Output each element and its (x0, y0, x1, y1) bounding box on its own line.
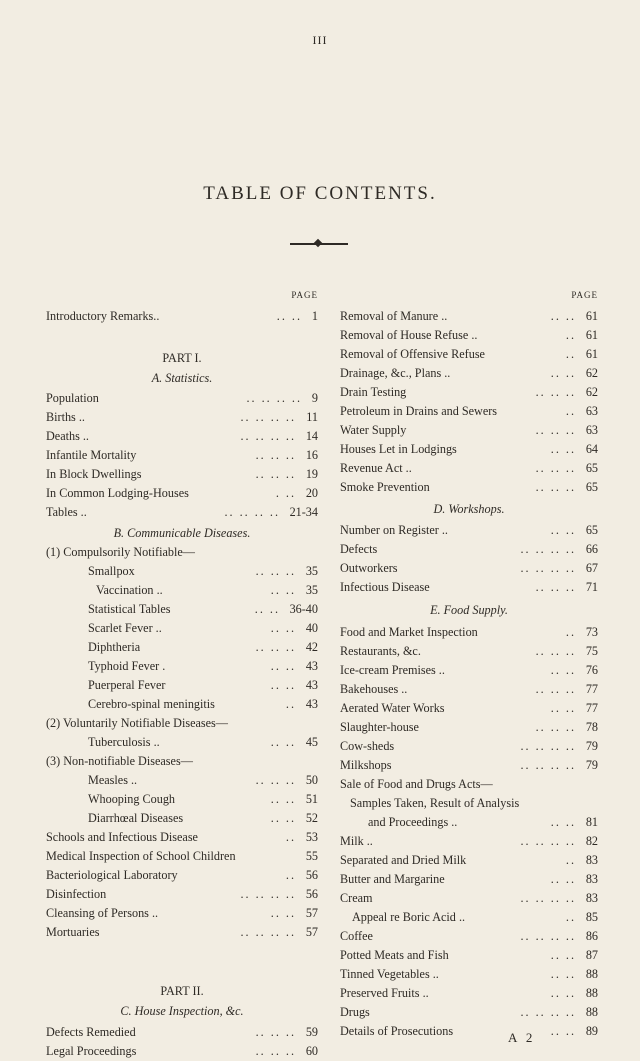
section-heading: E. Food Supply. (430, 603, 508, 617)
toc-entry-leader-dots: .. .. (270, 792, 296, 806)
toc-entry-label: Legal Proceedings (46, 1044, 137, 1058)
toc-entry-page: 42 (305, 640, 318, 654)
toc-entry-label: Diphtheria (88, 640, 141, 654)
toc-entry[interactable] (340, 364, 598, 383)
toc-entry-leader-dots: .. .. .. (535, 580, 576, 594)
toc-entry[interactable] (340, 459, 598, 478)
toc-entry-page: 43 (305, 678, 318, 692)
toc-entry-label: Diarrhœal Diseases (88, 811, 184, 825)
toc-entry-leader-dots: .. .. (550, 872, 576, 886)
toc-entry-page: 40 (305, 621, 318, 635)
toc-entry-label: Medical Inspection of School Children (46, 849, 236, 863)
toc-entry[interactable] (46, 581, 318, 600)
toc-entry-page: 56 (305, 887, 318, 901)
toc-entry-page: 78 (585, 720, 598, 734)
toc-entry-label: Water Supply (340, 423, 407, 437)
toc-entry-leader-dots: .. .. .. (255, 467, 296, 481)
toc-entry-label: Typhoid Fever . (88, 659, 166, 673)
toc-entry-page: 71 (585, 580, 598, 594)
toc-entry-leader-dots: .. .. .. (535, 461, 576, 475)
toc-entry-page: 35 (305, 564, 318, 578)
toc-entry-leader-dots: .. (285, 697, 296, 711)
toc-entry-label: Tables .. (46, 505, 87, 519)
toc-entry-label: Infectious Disease (340, 580, 430, 594)
toc-entry-page: 21-34 (289, 505, 318, 519)
toc-entry-page: 9 (311, 391, 318, 405)
toc-entry-label: and Proceedings .. (368, 815, 458, 829)
toc-entry-page: 52 (305, 811, 318, 825)
toc-entry-label: Number on Register .. (340, 523, 448, 537)
toc-entry[interactable] (340, 383, 598, 402)
toc-entry[interactable] (340, 699, 598, 718)
toc-entry-leader-dots: .. .. (550, 815, 576, 829)
toc-entry-label: Slaughter-house (340, 720, 419, 734)
toc-entry-label: Removal of Offensive Refuse (340, 347, 485, 361)
toc-entry-leader-dots: .. .. .. .. (240, 429, 296, 443)
toc-entry[interactable] (340, 737, 598, 756)
toc-entry-label: Measles .. (88, 773, 138, 787)
toc-entry-leader-dots: .. .. .. .. (520, 542, 576, 556)
toc-entry-label: Puerperal Fever (88, 678, 166, 692)
toc-entry-leader-dots: .. .. .. (535, 644, 576, 658)
toc-entry[interactable] (340, 478, 598, 497)
toc-entry[interactable] (46, 809, 318, 828)
toc-entry-page: 51 (305, 792, 318, 806)
toc-entry[interactable] (340, 775, 598, 794)
toc-entry-page: 61 (585, 328, 598, 342)
toc-entry[interactable] (340, 661, 598, 680)
section-heading: A. Statistics. (151, 371, 213, 385)
toc-entry-page: 65 (585, 523, 598, 537)
toc-entry[interactable] (340, 540, 598, 559)
toc-entry[interactable] (340, 946, 598, 965)
toc-entry[interactable] (46, 446, 318, 465)
toc-entry-label: Smoke Prevention (340, 480, 430, 494)
toc-entry-leader-dots: .. .. .. .. (520, 758, 576, 772)
toc-entry[interactable] (46, 695, 318, 714)
toc-entry[interactable] (46, 904, 318, 923)
toc-entry-page: 79 (585, 739, 598, 753)
toc-entry-page: 16 (305, 448, 318, 462)
toc-entry-leader-dots: .. .. .. .. (520, 929, 576, 943)
toc-entry-label: Mortuaries (46, 925, 100, 939)
toc-entry-leader-dots: .. .. .. (255, 773, 296, 787)
toc-entry-leader-dots: .. .. (270, 735, 296, 749)
toc-entry-leader-dots: .. .. .. (255, 640, 296, 654)
toc-entry-page: 59 (305, 1025, 318, 1039)
toc-entry[interactable] (340, 756, 598, 775)
toc-entry-label: Infantile Mortality (46, 448, 137, 462)
toc-entry[interactable] (46, 408, 318, 427)
toc-entry-leader-dots: .. .. .. (535, 480, 576, 494)
toc-entry-page: 50 (305, 773, 318, 787)
toc-entry-label: Sale of Food and Drugs Acts— (340, 777, 493, 791)
toc-entry[interactable] (46, 714, 318, 733)
right-column (340, 0, 598, 1058)
toc-entry-label: Cleansing of Persons .. (46, 906, 159, 920)
toc-entry-leader-dots: .. .. (276, 309, 302, 323)
toc-entry-page: 79 (585, 758, 598, 772)
toc-entry-leader-dots: .. (285, 868, 296, 882)
toc-entry-page: 57 (305, 925, 318, 939)
toc-entry[interactable] (46, 484, 318, 503)
toc-entry-leader-dots: .. .. (270, 583, 296, 597)
toc-entry-leader-dots: .. .. .. (535, 385, 576, 399)
toc-entry-label: Defects Remedied (46, 1025, 136, 1039)
toc-entry-label: In Common Lodging-Houses (46, 486, 189, 500)
toc-entry-page: 1 (311, 309, 318, 323)
toc-entry-page: 82 (585, 834, 598, 848)
toc-entry-page: 43 (305, 659, 318, 673)
toc-entry-leader-dots: .. .. .. (255, 1025, 296, 1039)
toc-entry-label: Details of Prosecutions (340, 1024, 454, 1038)
left-page-header: PAGE (291, 290, 318, 300)
toc-entry[interactable] (340, 832, 598, 851)
toc-entry-leader-dots: .. .. (550, 1024, 576, 1038)
toc-entry[interactable] (340, 521, 598, 540)
toc-entry-page: 61 (585, 309, 598, 323)
toc-entry-label: Milkshops (340, 758, 392, 772)
toc-entry-page: 20 (305, 486, 318, 500)
toc-entry-page: 53 (305, 830, 318, 844)
toc-entry-leader-dots: .. (565, 625, 576, 639)
toc-entry-page: 88 (585, 967, 598, 981)
section-heading: D. Workshops. (433, 502, 505, 516)
toc-entry-label: Drainage, &c., Plans .. (340, 366, 451, 380)
toc-entry-label: Drugs (340, 1005, 370, 1019)
toc-entry[interactable] (46, 885, 318, 904)
toc-entry[interactable] (340, 851, 598, 870)
toc-entry[interactable] (46, 828, 318, 847)
toc-entry[interactable] (340, 1022, 598, 1041)
toc-entry[interactable] (46, 503, 318, 522)
toc-entry[interactable] (340, 345, 598, 364)
toc-entry[interactable] (46, 733, 318, 752)
toc-entry-label: Revenue Act .. (340, 461, 412, 475)
toc-entry-leader-dots: .. .. (550, 442, 576, 456)
toc-entry[interactable] (340, 870, 598, 889)
toc-entry[interactable] (46, 771, 318, 790)
toc-entry[interactable] (46, 1023, 318, 1042)
toc-entry[interactable] (340, 718, 598, 737)
toc-entry[interactable] (340, 927, 598, 946)
toc-entry-label: Cow-sheds (340, 739, 395, 753)
toc-entry[interactable] (46, 847, 318, 866)
toc-entry-label: Food and Market Inspection (340, 625, 478, 639)
toc-entry-page: 36-40 (289, 602, 318, 616)
toc-entry-label: Disinfection (46, 887, 107, 901)
toc-entry-leader-dots: .. .. .. .. (240, 410, 296, 424)
toc-entry[interactable] (46, 866, 318, 885)
toc-entry[interactable] (46, 923, 318, 942)
toc-entry-label: (2) Voluntarily Notifiable Diseases— (46, 716, 228, 730)
section-heading: PART II. (160, 984, 204, 998)
toc-entry[interactable] (46, 638, 318, 657)
toc-entry-leader-dots: .. .. .. .. (520, 739, 576, 753)
toc-entry[interactable] (46, 752, 318, 771)
toc-entry-page: 63 (585, 423, 598, 437)
toc-entry[interactable] (340, 889, 598, 908)
toc-entry-label: Samples Taken, Result of Analysis (350, 796, 520, 810)
toc-entry-page: 19 (305, 467, 318, 481)
toc-entry-label: Drain Testing (340, 385, 407, 399)
toc-entry[interactable] (46, 619, 318, 638)
right-page-header: PAGE (571, 290, 598, 300)
toc-entry[interactable] (46, 562, 318, 581)
toc-entry-page: 45 (305, 735, 318, 749)
toc-entry[interactable] (340, 984, 598, 1003)
toc-entry[interactable] (46, 1042, 318, 1061)
toc-entry[interactable] (46, 427, 318, 446)
toc-entry-leader-dots: .. .. .. (255, 1044, 296, 1058)
toc-entry-page: 87 (585, 948, 598, 962)
toc-entry-page: 55 (305, 849, 318, 863)
toc-entry-page: 75 (585, 644, 598, 658)
page-number: III (312, 33, 328, 47)
toc-entry-leader-dots: .. .. .. .. (520, 1005, 576, 1019)
toc-entry-label: Population (46, 391, 99, 405)
toc-entry-leader-dots: .. .. (550, 309, 576, 323)
toc-entry-leader-dots: .. .. (550, 948, 576, 962)
toc-entry-label: Milk .. (340, 834, 373, 848)
toc-entry-leader-dots: .. (565, 853, 576, 867)
toc-entry-label: Smallpox (88, 564, 135, 578)
toc-entry-leader-dots: .. .. .. (535, 720, 576, 734)
toc-entry-label: Coffee (340, 929, 373, 943)
toc-entry-page: 35 (305, 583, 318, 597)
toc-entry-leader-dots: .. .. (550, 663, 576, 677)
toc-entry-label: Whooping Cough (88, 792, 176, 806)
toc-entry-leader-dots: .. .. .. .. (224, 505, 280, 519)
toc-entry-leader-dots: .. .. (270, 906, 296, 920)
section-heading: C. House Inspection, &c. (120, 1004, 244, 1018)
toc-entry-page: 11 (306, 410, 318, 424)
toc-entry[interactable] (340, 421, 598, 440)
toc-entry[interactable] (340, 440, 598, 459)
toc-entry[interactable] (46, 600, 318, 619)
toc-entry-page: 89 (585, 1024, 598, 1038)
toc-entry[interactable] (46, 657, 318, 676)
toc-entry-label: Tuberculosis .. (88, 735, 160, 749)
toc-entry[interactable] (340, 965, 598, 984)
toc-entry-label: Schools and Infectious Disease (46, 830, 198, 844)
toc-entry-page: 88 (585, 1005, 598, 1019)
toc-entry-leader-dots: .. (565, 910, 576, 924)
toc-entry-page: 60 (305, 1044, 318, 1058)
toc-entry-leader-dots: .. .. (270, 659, 296, 673)
toc-entry-label: Deaths .. (46, 429, 89, 443)
toc-entry[interactable] (340, 813, 598, 832)
toc-entry-leader-dots: . .. (275, 486, 296, 500)
toc-entry[interactable] (46, 543, 318, 562)
toc-entry-page: 65 (585, 480, 598, 494)
toc-entry-label: Restaurants, &c. (340, 644, 421, 658)
toc-entry-page: 73 (585, 625, 598, 639)
toc-entry-leader-dots: .. .. .. .. (240, 887, 296, 901)
toc-entry-label: Butter and Margarine (340, 872, 445, 886)
toc-entry-leader-dots: .. .. (550, 986, 576, 1000)
toc-entry[interactable] (340, 307, 598, 326)
toc-entry[interactable] (340, 559, 598, 578)
toc-entry-label: Bakehouses .. (340, 682, 408, 696)
toc-entry-leader-dots: .. .. (270, 811, 296, 825)
toc-entry-page: 14 (305, 429, 318, 443)
toc-entry-leader-dots: .. .. (550, 523, 576, 537)
toc-entry-label: (1) Compulsorily Notifiable— (46, 545, 195, 559)
toc-entry[interactable] (340, 680, 598, 699)
toc-entry[interactable] (46, 389, 318, 408)
toc-entry-label: (3) Non-notifiable Diseases— (46, 754, 193, 768)
toc-entry-leader-dots: .. .. .. (255, 448, 296, 462)
toc-entry-label: Aerated Water Works (340, 701, 445, 715)
toc-entry-leader-dots: .. .. (550, 967, 576, 981)
toc-entry-leader-dots: .. .. (270, 678, 296, 692)
left-column (46, 0, 318, 1058)
toc-entry[interactable] (340, 642, 598, 661)
toc-entry-leader-dots: .. (285, 830, 296, 844)
toc-entry-label: Petroleum in Drains and Sewers (340, 404, 498, 418)
toc-entry[interactable] (340, 623, 598, 642)
toc-entry-leader-dots: .. .. .. .. (520, 561, 576, 575)
toc-entry-page: 76 (585, 663, 598, 677)
toc-entry-page: 43 (305, 697, 318, 711)
toc-entry-page: 65 (585, 461, 598, 475)
toc-entry-page: 63 (585, 404, 598, 418)
toc-entry-label: Appeal re Boric Acid .. (352, 910, 466, 924)
toc-entry-page: 85 (585, 910, 598, 924)
toc-entry-leader-dots: .. .. (550, 366, 576, 380)
toc-entry-label: Potted Meats and Fish (340, 948, 449, 962)
toc-entry-leader-dots: .. .. (254, 602, 280, 616)
toc-entry-page: 57 (305, 906, 318, 920)
toc-entry-label: Vaccination .. (96, 583, 163, 597)
toc-entry-page: 83 (585, 853, 598, 867)
toc-entry[interactable] (46, 465, 318, 484)
toc-entry-page: 67 (585, 561, 598, 575)
toc-entry-page: 61 (585, 347, 598, 361)
toc-entry-label: In Block Dwellings (46, 467, 142, 481)
toc-entry[interactable] (340, 578, 598, 597)
toc-entry-label: Scarlet Fever .. (88, 621, 162, 635)
toc-entry-leader-dots: .. .. .. .. (246, 391, 302, 405)
toc-entry-page: 77 (585, 682, 598, 696)
toc-entry-label: Outworkers (340, 561, 398, 575)
toc-entry-page: 81 (585, 815, 598, 829)
toc-entry[interactable] (340, 326, 598, 345)
toc-entry[interactable] (340, 402, 598, 421)
toc-entry-label: Introductory Remarks.. (46, 309, 160, 323)
toc-entry-label: Statistical Tables (88, 602, 171, 616)
toc-entry-page: 56 (305, 868, 318, 882)
toc-entry-label: Cerebro-spinal meningitis (88, 697, 215, 711)
toc-entry-leader-dots: .. .. .. (535, 682, 576, 696)
toc-entry-page: 86 (585, 929, 598, 943)
toc-entry-label: Defects (340, 542, 378, 556)
toc-entry-page: 83 (585, 872, 598, 886)
signature-mark: A 2 (508, 1030, 536, 1045)
toc-entry-leader-dots: .. .. (270, 621, 296, 635)
toc-entry-leader-dots: .. (565, 328, 576, 342)
toc-entry-page: 62 (585, 366, 598, 380)
toc-entry-leader-dots: .. .. (550, 701, 576, 715)
toc-entry-label: Separated and Dried Milk (340, 853, 467, 867)
toc-entry-label: Tinned Vegetables .. (340, 967, 439, 981)
toc-entry-leader-dots: .. (565, 404, 576, 418)
toc-entry[interactable] (46, 307, 318, 326)
toc-entry[interactable] (340, 1003, 598, 1022)
toc-entry[interactable] (46, 790, 318, 809)
toc-entry-page: 64 (585, 442, 598, 456)
toc-entry-page: 62 (585, 385, 598, 399)
toc-entry-label: Houses Let in Lodgings (340, 442, 457, 456)
page-title: TABLE OF CONTENTS. (203, 183, 437, 204)
toc-entry-leader-dots: .. .. .. .. (520, 891, 576, 905)
toc-entry-label: Removal of House Refuse .. (340, 328, 478, 342)
toc-entry-leader-dots: .. .. .. .. (520, 834, 576, 848)
toc-entry[interactable] (340, 794, 598, 813)
toc-entry[interactable] (340, 908, 598, 927)
toc-entry-label: Cream (340, 891, 373, 905)
toc-entry-page: 83 (585, 891, 598, 905)
toc-entry-label: Ice-cream Premises .. (340, 663, 445, 677)
toc-entry-leader-dots: .. .. .. (255, 564, 296, 578)
toc-entry-leader-dots: .. .. .. .. (240, 925, 296, 939)
toc-entry-label: Bacteriological Laboratory (46, 868, 178, 882)
toc-entry-leader-dots: .. .. .. (535, 423, 576, 437)
toc-entry-page: 88 (585, 986, 598, 1000)
toc-entry-page: 66 (585, 542, 598, 556)
toc-entry[interactable] (46, 676, 318, 695)
toc-entry-page: 77 (585, 701, 598, 715)
toc-entry-leader-dots: .. (565, 347, 576, 361)
toc-entry-label: Preserved Fruits .. (340, 986, 429, 1000)
section-heading: PART I. (162, 351, 202, 365)
section-heading: B. Communicable Diseases. (113, 526, 251, 540)
toc-entry-label: Births .. (46, 410, 85, 424)
toc-entry-label: Removal of Manure .. (340, 309, 448, 323)
